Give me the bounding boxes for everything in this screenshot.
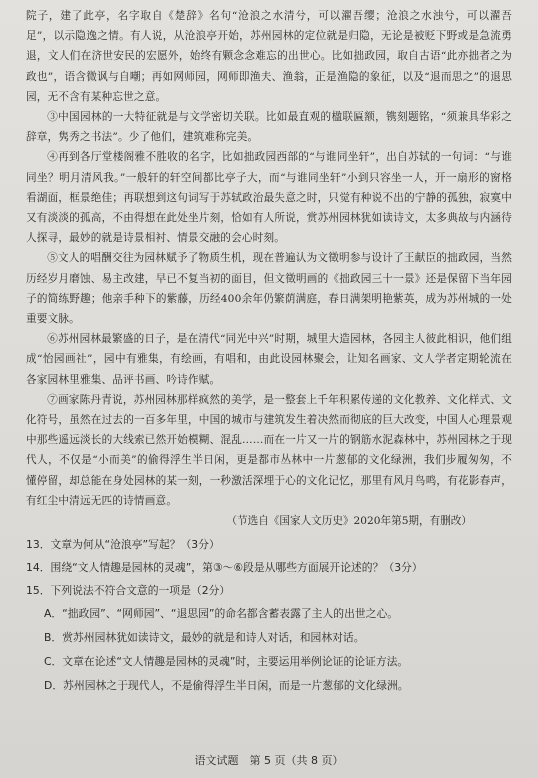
passage-paragraph-4: ④再到各厅堂楼阁雅不胜收的名字，比如拙政园西部的“与谁同坐轩”，出自苏轼的一句词：“与谁同坐？明月清风我。”一般轩的轩空间都比亭子大，而“与谁同坐轩”小到只容坐一人，开一扇形的窗格看湖面，框景绝佳；再联想到这句词写于苏轼政治最失意之时，只觉有种说不出的宁静的孤独，寂寞中又有淡淡的孤高，不由得想在此处坐片刻，恰如有人所说，赏苏州园林犹如读诗文，太多典故与内涵待人探寻，最妙的就是诗景相衬、情景交融的会心时刻。 — [26, 151, 512, 245]
question-15-option-b: B．赏苏州园林犹如读诗文，最妙的就是和诗人对话，和园林对话。 — [44, 631, 365, 645]
question-15: 15．下列说法不符合文意的一项是（2分） — [26, 584, 231, 598]
passage-source-note: （节选自《国家人文历史》2020年第5期，有删改） — [226, 515, 472, 528]
question-list — [26, 533, 512, 698]
question-15-option-d: D．苏州园林之于现代人，不是偷得浮生半日闲，而是一片葱郁的文化绿洲。 — [44, 679, 409, 693]
reading-passage — [26, 6, 512, 511]
passage-paragraph-continued: 院子，建了此亭，名字取自《楚辞》名句“沧浪之水清兮，可以濯吾缨；沧浪之水浊兮，可以濯吾足”，以示隐逸之情。有人说，从沧浪亭开始，苏州园林的定位就是归隐，无论是被贬下野或是急流勇退，文人们在济世安民的宏愿外，始终有颗念念难忘的出世心。比如拙政园，取自古语“此亦拙者之为政也”，语含微讽与自嘲；再如网师园，网师即渔夫、渔翁，正是渔隐的象征，以及“退而思之”的退思园，无不含有某种忘世之意。 — [26, 10, 512, 103]
question-15-option-c: C．文章在论述“文人情趣是园林的灵魂”时，主要运用举例论证的论证方法。 — [44, 655, 409, 669]
question-15-option-a: A．“拙政园”、“网师园”、“退思园”的命名都含蓄表露了主人的出世之心。 — [44, 607, 399, 621]
question-14: 14．围绕“文人情趣是园林的灵魂”，第③～⑥段是从哪些方面展开论述的？（3分） — [26, 561, 423, 575]
passage-paragraph-7: ⑦画家陈丹青说，苏州园林那样疯然的美学，是一整套上千年积累传递的文化教养、文化样式、文化符号，虽然在过去的一百多年里，中国的城市与建筑发生着决然而彻底的巨大改变，中国人心理景观中那些遥远淡长的大线索已然开始模糊、混乱……而在一片又一片的钢筋水泥森林中，苏州园林之于现代人，不仅是“小而美”的偷得浮生半日闲，更是都市丛林中一片葱郁的文化绿洲，我们步履匆匆，不懂停留，却总能在身处园林的某一刻，一秒激活深埋于心的文化记忆，那里有风月鸟鸣，有花影春声，有红尘中清远无匹的诗情画意。 — [26, 393, 512, 507]
question-13: 13．文章为何从“沧浪亭”写起？（3分） — [26, 538, 220, 552]
passage-paragraph-3: ③中国园林的一大特征就是与文学密切关联。比如最直观的楹联匾额，镌刻题铭，“须兼具华彩之辞章，隽秀之书法”。少了他们，建筑难称完美。 — [26, 111, 512, 144]
passage-paragraph-5: ⑤文人的唱酬交往为园林赋予了物质生机，现在普遍认为文徵明参与设计了王献臣的拙政园，当然历经岁月磨蚀、易主改建，早已不复当初的面目，但文徵明画的《拙政园三十一景》还是保留下当年园子的简练野趣；他亲手种下的紫藤，历经400余年仍繁荫满庭，春日满架明艳紫英，成为苏州城的一处重要文脉。 — [26, 252, 512, 326]
passage-paragraph-6: ⑥苏州园林最繁盛的日子，是在清代“同光中兴”时期，城里大造园林，各园主人彼此相识，他们组成“怡园画社”，园中有雅集，有绘画，有唱和，由此设园林聚会，让知名画家、文人学者定期轮流在各家园林里雅集、品评书画、吟诗作赋。 — [26, 333, 512, 386]
page-footer: 语文试题 第 5 页（共 8 页） — [194, 754, 344, 767]
